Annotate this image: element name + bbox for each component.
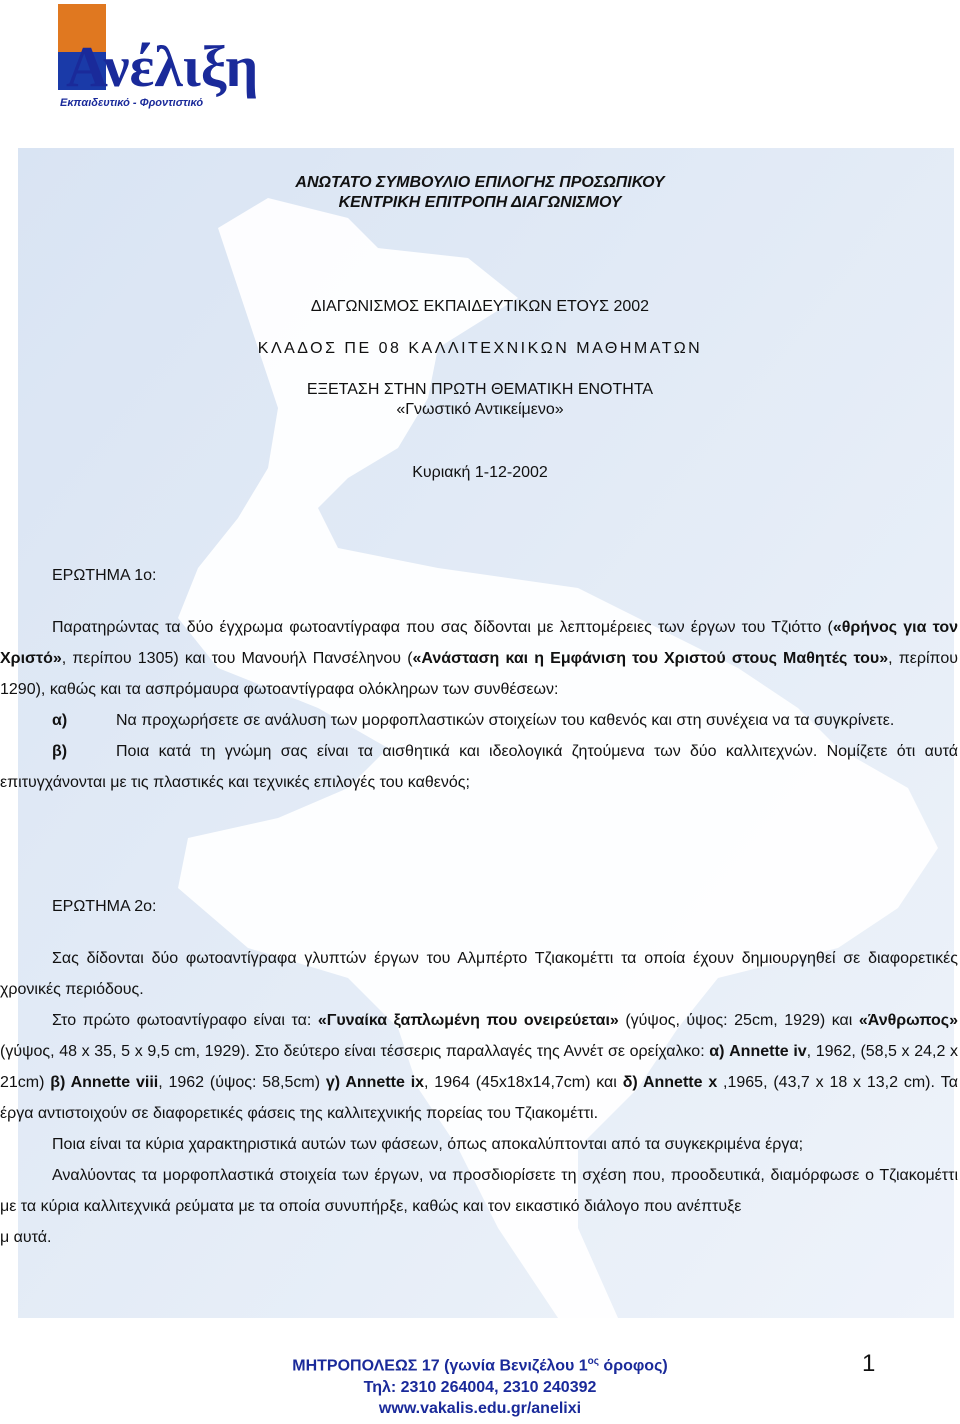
q2-annette-viii: β) Annette viii: [50, 1074, 159, 1091]
subject-title: «Γνωστικό Αντικείμενο»: [396, 401, 564, 418]
q2-p2-g: , 1962, (58,5 x 24,2 x 21cm): [0, 1043, 958, 1091]
question-2-body: [0, 943, 958, 1253]
question-2-para-4: Αναλύοντας τα μορφοπλαστικά στοιχεία των έργων, να προσδιορίσετε τη σχέση που, προοδευτικά, διαμόρφωσε ο Τζιακομέττι με τα κύρια καλλιτεχνικά ρεύματα με τα οποία συνυπήρξε, καθώς και τον εικαστικό διάλογο που ανέπτυξε: [0, 1167, 958, 1215]
branch-title: ΚΛΑΔΟΣ ΠΕ 08 ΚΑΛΛΙΤΕΧΝΙΚΩΝ ΜΑΘΗΜΑΤΩΝ: [257, 340, 703, 357]
q2-p2-i: , 1962 (ύψος: 58,5cm): [158, 1074, 326, 1091]
question-1-part-b: [0, 736, 958, 798]
q1-intro-e: , περίπου 1290), καθώς και τα ασπρόμαυρα φωτοαντίγραφα ολόκληρων των συνθέσεων:: [0, 650, 959, 698]
q2-p2-e: (γύψος, 48 x 35, 5 x 9,5 cm, 1929). Στο δεύτερο είναι τέσσερις παραλλαγές της Αννέτ σε ορείχαλκο:: [0, 1043, 710, 1060]
q1-part-b-text: Ποια κατά τη γνώμη σας είναι τα αισθητικά και ιδεολογικά ζητούμενα των δύο καλλιτεχνών. Νομίζετε ότι αυτά επιτυγχάνονται με τις πλαστικές και τεχνικές επιλογές του καθενός;: [0, 743, 958, 791]
q1-part-a-label: α): [52, 712, 68, 729]
logo-tagline: Εκπαιδευτικό - Φροντιστικό: [60, 97, 204, 109]
competition-title: ΔΙΑΓΩΝΙΣΜΟΣ ΕΚΠΑΙΔΕΥΤΙΚΩΝ ΕΤΟΥΣ 2002: [310, 298, 650, 315]
q1-work-giotto: «θρήνος για τον Χριστό»: [0, 619, 958, 667]
header-line-1: ΑΝΩΤΑΤΟ ΣΥΜΒΟΥΛΙΟ ΕΠΙΛΟΓΗΣ ΠΡΟΣΩΠΙΚΟΥ: [295, 174, 665, 191]
page-number: 1: [862, 1350, 876, 1377]
question-1-title: ΕΡΩΤΗΜΑ 1ο:: [52, 567, 157, 584]
footer-address: [0, 1356, 960, 1375]
company-logo: [56, 4, 266, 112]
question-2-title: ΕΡΩΤΗΜΑ 2ο:: [52, 898, 157, 915]
footer-address-main: ΜΗΤΡΟΠΟΛΕΩΣ 17 (γωνία Βενιζέλου 1: [292, 1357, 588, 1375]
q2-annette-iv: α) Annette iv: [709, 1043, 807, 1060]
footer-address-sup: ος: [587, 1356, 599, 1367]
q1-intro-a: Παρατηρώντας τα δύο έγχρωμα φωτοαντίγραφα που σας δίδονται με λεπτομέρειες των έργων του Τζιόττο (: [52, 619, 833, 636]
question-2-para-3: Ποια είναι τα κύρια χαρακτηριστικά αυτών των φάσεων, όπως αποκαλύπτονται από τα συγκεκριμένα έργα;: [52, 1136, 804, 1153]
q2-annette-x: δ) Annette x: [622, 1074, 718, 1091]
q1-part-a-text: Να προχωρήσετε σε ανάλυση των μορφοπλαστικών στοιχείων του καθενός και στη συνέχεια να τα συγκρίνετε.: [116, 712, 895, 729]
q2-p2-a: Στο πρώτο φωτοαντίγραφο είναι τα:: [52, 1012, 318, 1029]
footer-address-floor: όροφος): [598, 1357, 668, 1375]
q2-p2-c: (γύψος, ύψος: 25cm, 1929) και: [618, 1012, 859, 1029]
footer-website[interactable]: www.vakalis.edu.gr/anelixi: [378, 1400, 582, 1417]
question-2-para-2: [0, 1005, 958, 1129]
q1-intro-c: , περίπου 1305) και του Μανουήλ Πανσέληνου (: [61, 650, 413, 667]
q1-part-b-label: β): [52, 743, 68, 760]
question-1-body: [0, 612, 958, 798]
q1-work-panselinos: «Ανάσταση και η Εμφάνιση του Χριστού στους Μαθητές του»: [412, 650, 889, 667]
logo-brand-text: Ανέλιξη: [66, 34, 259, 99]
q2-annette-ix: γ) Annette ix: [325, 1074, 425, 1091]
exam-title: ΕΞΕΤΑΣΗ ΣΤΗΝ ΠΡΩΤΗ ΘΕΜΑΤΙΚΗ ΕΝΟΤΗΤΑ: [306, 381, 654, 398]
question-2-para-5: μ αυτά.: [0, 1229, 52, 1246]
question-1-part-a: [0, 705, 958, 736]
exam-date: Κυριακή 1-12-2002: [412, 464, 548, 481]
question-1-intro: [0, 612, 958, 705]
footer-phone: Τηλ: 2310 264004, 2310 240392: [363, 1379, 597, 1396]
q2-work-man: «Άνθρωπος»: [858, 1012, 959, 1029]
q2-p2-m: ,1965, (43,7 x 18 x 13,2 cm). Τα έργα αντιστοιχούν σε διαφορετικές φάσεις της καλλιτεχνικής πορείας του Τζιακομέττι.: [0, 1074, 959, 1122]
q2-p2-k: , 1964 (45x18x14,7cm) και: [424, 1074, 623, 1091]
q2-work-reclining-woman: «Γυναίκα ξαπλωμένη που ονειρεύεται»: [317, 1012, 619, 1029]
question-2-para-1: Σας δίδονται δύο φωτοαντίγραφα γλυπτών έργων του Αλμπέρτο Τζιακομέττι τα οποία έχουν δημιουργηθεί σε διαφορετικές χρονικές περιόδους.: [0, 950, 958, 998]
header-line-2: ΚΕΝΤΡΙΚΗ ΕΠΙΤΡΟΠΗ ΔΙΑΓΩΝΙΣΜΟΥ: [338, 194, 622, 211]
